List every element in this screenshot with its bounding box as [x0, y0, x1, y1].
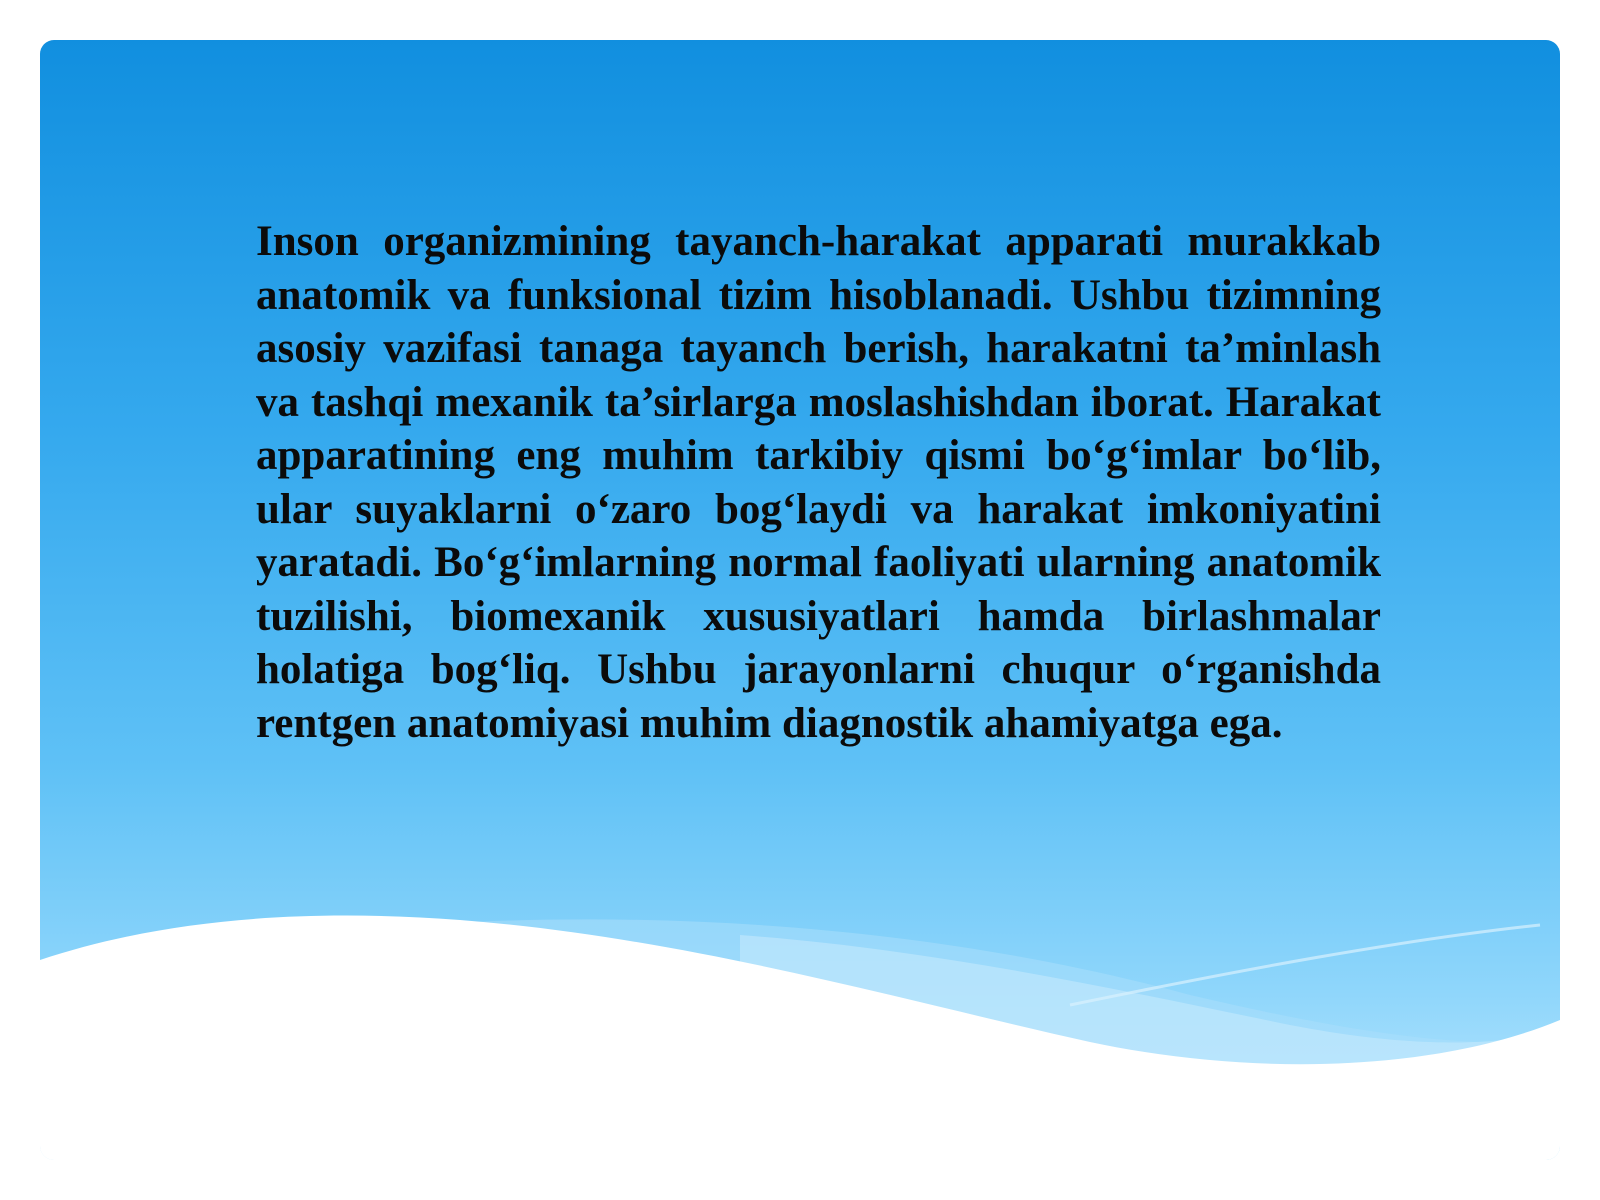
body-paragraph: Inson organizmining tayanch-harakat apparati murakkab anatomik va funksional tizim hisoblanadi. Ushbu tizimning asosiy vazifasi tanaga tayanch berish, harakatni ta’minlash va tashqi mexanik ta’sirlarga moslashishdan iborat. Harakat apparatining eng muhim tarkibiy qismi bo‘g‘imlar bo‘lib, ular suyaklarni o‘zaro bog‘laydi va harakat imkoniyatini yaratadi. Bo‘g‘imlarning normal faoliyati ularning anatomik tuzilishi, biomexanik xususiyatlari hamda birlashmalar holatiga bog‘liq. Ushbu jarayonlarni chuqur o‘rganishda rentgen anatomiyasi muhim diagnostik ahamiyatga ega.	[256, 218, 1381, 747]
blue-gradient-panel	[40, 40, 1560, 1160]
